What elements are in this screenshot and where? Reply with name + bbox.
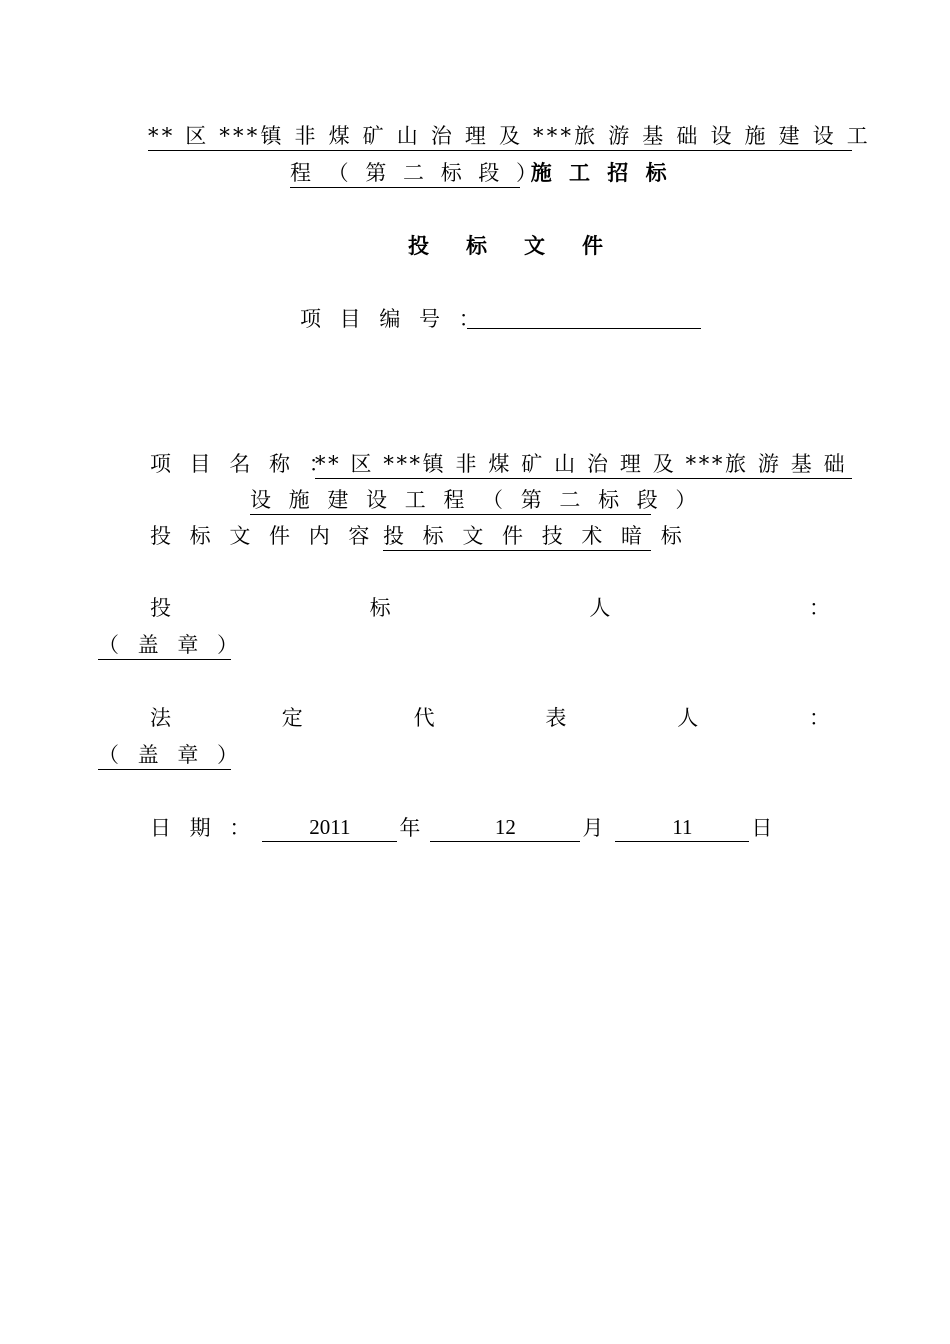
date-month-unit: 月	[582, 816, 604, 840]
legal-rep-char-4: 表	[545, 706, 567, 730]
date-year[interactable]: 2011	[262, 813, 397, 842]
content-value-text: 投 标 文 件 技 术 暗 标	[383, 522, 651, 551]
bidder-char-2: 标	[369, 596, 391, 620]
date-label: 日 期 ：	[150, 816, 257, 840]
project-number-label: 项 目 编 号 ：	[300, 307, 486, 331]
date-row	[150, 813, 772, 842]
bidder-colon: ：	[808, 596, 830, 620]
project-name-value-line1-text: ** 区 ***镇 非 煤 矿 山 治 理 及 ***旅 游 基 础	[315, 450, 852, 479]
project-name-value-line1	[315, 450, 852, 479]
bidder-seal-text: （ 盖 章 ）	[98, 631, 231, 660]
bidder-char-1: 投	[150, 596, 171, 620]
legal-rep-char-1: 法	[150, 706, 171, 730]
content-value	[383, 522, 688, 551]
project-name-label: 项 目 名 称 ：	[150, 452, 336, 476]
header-title-line1-text: ** 区 ***镇 非 煤 矿 山 治 理 及 ***旅 游 基 础 设 施 建 设 工	[148, 122, 852, 151]
bidder-char-3: 人	[589, 596, 611, 620]
legal-rep-char-2: 定	[281, 706, 303, 730]
legal-rep-colon: ：	[808, 706, 830, 730]
content-label: 投 标 文 件 内 容 ：	[150, 524, 416, 548]
date-day[interactable]: 11	[615, 813, 749, 842]
bidder-seal	[98, 631, 245, 660]
header-title-line2-underlined: 程 （ 第 二 标 段 ）	[290, 159, 520, 188]
header-title-line2-bold: 施 工 招 标	[530, 160, 672, 185]
legal-rep-char-3: 代	[413, 706, 435, 730]
legal-rep-row	[150, 704, 830, 732]
document-title: 投 标 文 件	[408, 233, 611, 258]
date-day-unit: 日	[751, 816, 773, 840]
date-month[interactable]: 12	[430, 813, 580, 842]
legal-rep-seal	[98, 741, 245, 770]
legal-rep-char-5: 人	[677, 706, 699, 730]
date-year-unit: 年	[399, 816, 421, 840]
project-number-blank[interactable]	[467, 327, 701, 329]
header-title-line2	[290, 159, 672, 188]
header-title-line1	[148, 122, 871, 151]
legal-rep-seal-text: （ 盖 章 ）	[98, 741, 231, 770]
project-name-value-line2	[250, 486, 702, 515]
bidder-row	[150, 594, 830, 622]
project-name-value-line2-text: 设 施 建 设 工 程 （ 第 二 标 段 ）	[250, 486, 651, 515]
